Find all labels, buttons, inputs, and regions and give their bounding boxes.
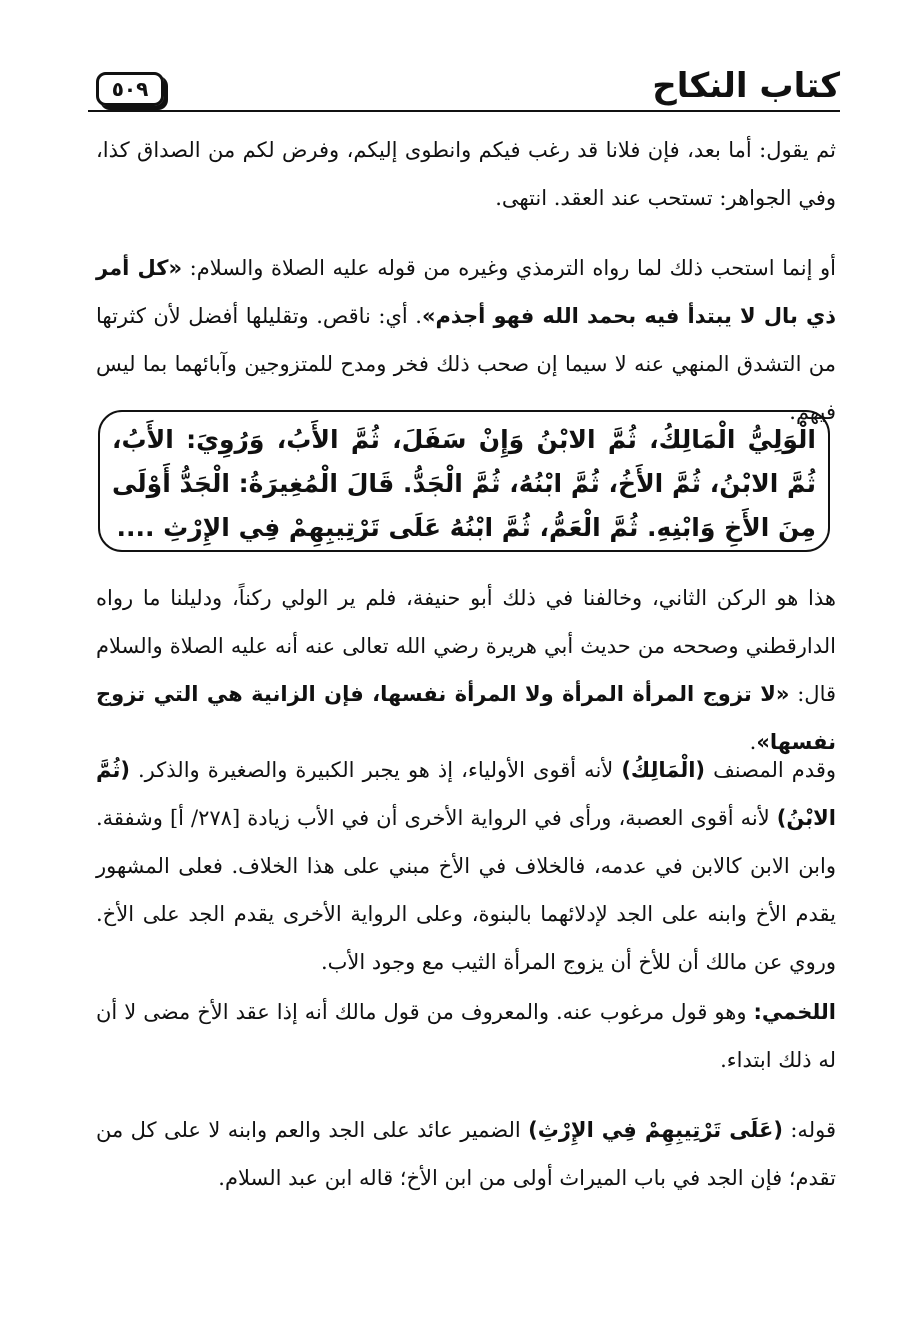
matn-quote: (ثُمَّ الابْنُ): [96, 758, 836, 830]
paragraph-4-b: لأنه أقوى الأولياء، إذ هو يجبر الكبيرة والصغيرة والذكر.: [129, 758, 622, 782]
paragraph-6: [96, 1106, 836, 1202]
paragraph-5: [96, 988, 836, 1084]
paragraph-3-intro: هذا هو الركن الثاني، وخالفنا في ذلك أبو حنيفة، فلم ير الولي ركناً، ودليلنا ما رواه الدارقطني وصححه من حديث أبي هريرة رضي الله تعالى عنه أنه عليه الصلاة والسلام قال:: [96, 586, 836, 706]
hadith-quote: «لا تزوج المرأة المرأة ولا المرأة نفسها، فإن الزانية هي التي تزوج نفسها»: [96, 682, 836, 754]
book-title: كتاب النكاح: [652, 66, 840, 106]
scholar-name: اللخمي:: [753, 1000, 836, 1024]
paragraph-3: [96, 574, 836, 766]
paragraph-4-a: وقدم المصنف: [705, 758, 836, 782]
matn-box: [98, 410, 830, 552]
paragraph-6-b: الضمير عائد على الجد والعم وابنه لا على كل من تقدم؛ فإن الجد في باب الميراث أولى من ابن الأخ؛ قاله ابن عبد السلام.: [96, 1118, 836, 1190]
paragraph-5-text: وهو قول مرغوب عنه. والمعروف من قول مالك أنه إذا عقد الأخ مضى لا أن له ذلك ابتداء.: [96, 1000, 836, 1072]
page-header: [88, 64, 840, 116]
hadith-quote: «كل أمر ذي بال لا يبتدأ فيه بحمد الله فهو أجذم»: [96, 256, 836, 328]
header-rule: [88, 110, 840, 112]
paragraph-6-a: قوله:: [782, 1118, 836, 1142]
matn-quote: (الْمَالِكُ): [621, 758, 706, 782]
matn-quote: (عَلَى تَرْتِيبِهِمْ فِي الإِرْثِ): [528, 1118, 783, 1142]
paragraph-2-intro: أو إنما استحب ذلك لما رواه الترمذي وغيره من قوله عليه الصلاة والسلام:: [182, 256, 836, 280]
paragraph-2: [96, 244, 836, 436]
paragraph-2-rest: . أي: ناقص. وتقليلها أفضل لأن كثرتها من التشدق المنهي عنه لا سيما إن صحب ذلك فخر ومدح للمتزوجين وآبائهما بما ليس فيهم.: [96, 304, 836, 424]
page-number: ٥٠٩: [96, 72, 164, 106]
matn-text: الْوَلِيُّ الْمَالِكُ، ثُمَّ الابْنُ وَإِنْ سَفَلَ، ثُمَّ الأَبُ، وَرُوِيَ: الأَبُ، ثُمَّ الابْنُ، ثُمَّ الأَخُ، ثُمَّ ابْنُهُ، ثُمَّ الْجَدُّ. قَالَ الْمُغِيرَةُ: الْجَدُّ أَوْلَى مِنَ الأَخِ وَابْنِهِ. ثُمَّ الْعَمُّ، ثُمَّ ابْنُهُ عَلَى تَرْتِيبِهِمْ فِي الإِرْثِ ....: [112, 425, 816, 542]
paragraph-4-c: لأنه أقوى العصبة، ورأى في الرواية الأخرى أن في الأب زيادة [٢٧٨/ أ] وشفقة. وابن الابن كالابن في عدمه، فالخلاف في الأخ مبني على هذا الخلاف. فعلى المشهور يقدم الأخ وابنه على الجد لإدلائهما بالبنوة، وعلى الرواية الأخرى يقدم الجد على الأخ. وروي عن مالك أن للأخ أن يزوج المرأة الثيب مع وجود الأب.: [96, 806, 836, 974]
paragraph-4: [96, 746, 836, 986]
paragraph-3-end: .: [749, 730, 757, 754]
paragraph-1: ثم يقول: أما بعد، فإن فلانا قد رغب فيكم وانطوى إليكم، وفرض لكم من الصداق كذا، وفي الجواهر: تستحب عند العقد. انتهى.: [96, 138, 836, 210]
